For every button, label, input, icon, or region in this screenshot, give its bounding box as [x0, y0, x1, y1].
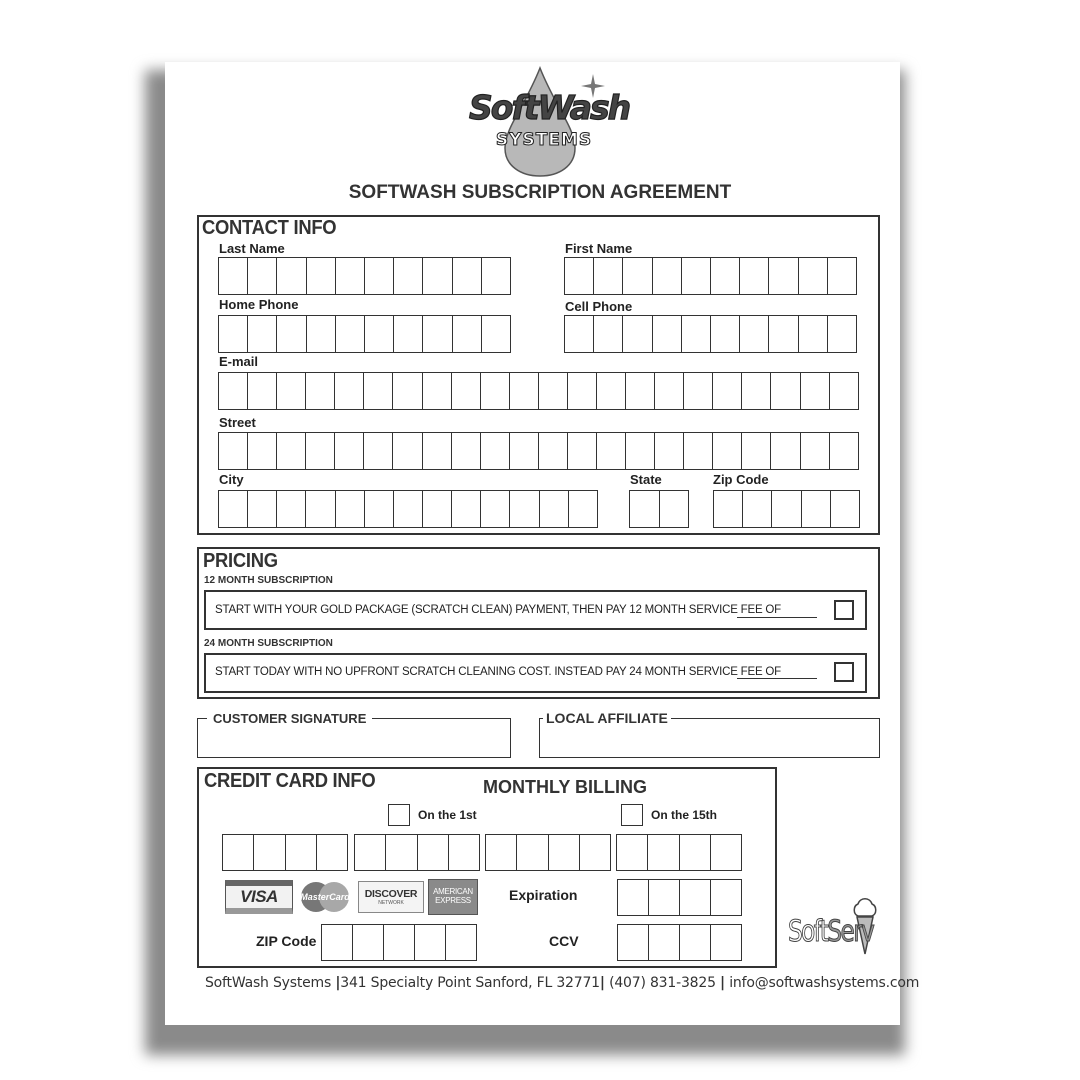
- city-field[interactable]: [218, 490, 598, 528]
- card-number-group-4[interactable]: [616, 834, 742, 871]
- logo-text-softwash: SoftWash: [469, 88, 630, 127]
- sub12-fee-blank[interactable]: [737, 617, 817, 618]
- sub24-label: 24 MONTH SUBSCRIPTION: [204, 638, 333, 649]
- first-name-label: First Name: [565, 241, 633, 256]
- sub24-checkbox[interactable]: [834, 662, 854, 682]
- visa-logo-text: VISA: [240, 887, 278, 906]
- last-name-field[interactable]: [218, 257, 511, 295]
- local-affiliate-label: LOCAL AFFILIATE: [543, 710, 671, 726]
- footer-phone: (407) 831-3825: [609, 975, 716, 991]
- card-number-group-2[interactable]: [354, 834, 480, 871]
- footer-separator: |: [335, 975, 341, 991]
- last-name-label: Last Name: [219, 241, 285, 256]
- credit-card-title: CREDIT CARD INFO: [204, 770, 376, 792]
- card-number-group-1[interactable]: [222, 834, 348, 871]
- discover-network-text: NETWORK: [378, 900, 404, 906]
- billing-1st-checkbox[interactable]: [388, 804, 410, 826]
- amex-logo-icon: [428, 879, 478, 915]
- footer-separator: |: [720, 975, 725, 991]
- footer-email[interactable]: info@softwashsystems.com: [729, 975, 920, 991]
- footer-address: 341 Specialty Point Sanford, FL 32771: [340, 975, 600, 991]
- monthly-billing-title: MONTHLY BILLING: [483, 777, 648, 797]
- softserv-logo: [788, 896, 884, 956]
- state-field[interactable]: [629, 490, 689, 528]
- state-label: State: [630, 472, 662, 487]
- contact-info-title: CONTACT INFO: [202, 217, 337, 239]
- cell-phone-label: Cell Phone: [565, 299, 633, 314]
- card-zip-label: ZIP Code: [256, 933, 317, 949]
- amex-logo-text-2: EXPRESS: [435, 896, 471, 905]
- sub24-fee-blank[interactable]: [737, 678, 817, 679]
- softwash-logo: [465, 66, 630, 178]
- discover-logo-icon: [358, 881, 424, 913]
- ccv-field[interactable]: [617, 924, 742, 961]
- discover-logo-text: DISCOVER: [364, 888, 418, 900]
- softserv-text-serv: Serv: [827, 914, 874, 948]
- mastercard-logo-icon: [296, 881, 354, 913]
- customer-signature-label: CUSTOMER SIGNATURE: [207, 711, 372, 726]
- email-label: E-mail: [219, 354, 259, 369]
- expiration-field[interactable]: [617, 879, 742, 916]
- zip-code-field[interactable]: [713, 490, 860, 528]
- card-zip-field[interactable]: [321, 924, 477, 961]
- email-field[interactable]: [218, 372, 859, 410]
- billing-15th-checkbox[interactable]: [621, 804, 643, 826]
- sub12-checkbox[interactable]: [834, 600, 854, 620]
- pricing-title: PRICING: [203, 550, 278, 572]
- city-label: City: [219, 472, 244, 487]
- softserv-text-soft: Soft: [788, 914, 828, 948]
- footer-separator: |: [599, 975, 605, 991]
- street-label: Street: [219, 415, 256, 430]
- first-name-field[interactable]: [564, 257, 857, 295]
- form-title: SOFTWASH SUBSCRIPTION AGREEMENT: [348, 182, 732, 203]
- cell-phone-field[interactable]: [564, 315, 857, 353]
- sub24-text: START TODAY WITH NO UPFRONT SCRATCH CLEANING COST. INSTEAD PAY 24 MONTH SERVICE FEE OF: [215, 666, 781, 678]
- home-phone-field[interactable]: [218, 315, 511, 353]
- visa-logo-icon: [225, 880, 293, 914]
- logo-text-systems: SYSTEMS: [495, 130, 593, 150]
- mastercard-logo-text: MasterCard: [300, 892, 350, 902]
- street-field[interactable]: [218, 432, 859, 470]
- billing-1st-label: On the 1st: [418, 808, 477, 822]
- sub12-text: START WITH YOUR GOLD PACKAGE (SCRATCH CLEAN) PAYMENT, THEN PAY 12 MONTH SERVICE FEE OF: [215, 604, 781, 616]
- ccv-label: CCV: [549, 933, 579, 949]
- footer-company: SoftWash Systems: [205, 975, 332, 991]
- expiration-label: Expiration: [509, 887, 578, 903]
- amex-logo-text-1: AMERICAN: [433, 887, 473, 896]
- footer: [205, 975, 920, 991]
- billing-15th-label: On the 15th: [651, 808, 718, 822]
- sub12-label: 12 MONTH SUBSCRIPTION: [204, 575, 333, 586]
- softserv-text: [788, 914, 873, 948]
- home-phone-label: Home Phone: [219, 297, 299, 312]
- zip-code-label: Zip Code: [713, 472, 769, 487]
- card-number-group-3[interactable]: [485, 834, 611, 871]
